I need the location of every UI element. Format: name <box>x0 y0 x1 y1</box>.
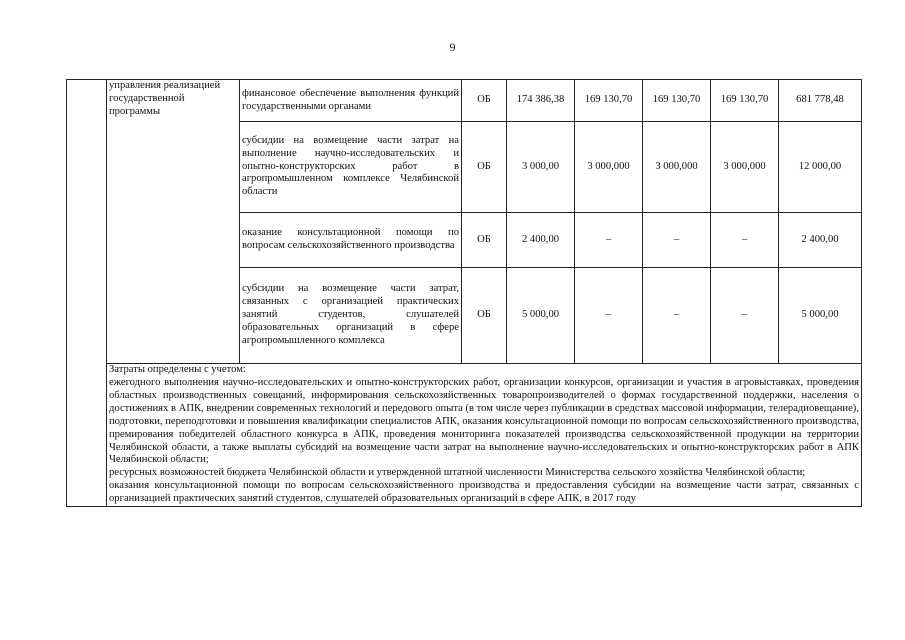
row-value-2: – <box>575 213 643 268</box>
costs-note-paragraph: ежегодного выполнения научно-исследовательских и опытно-конструкторских работ, организации конкурсов, организации и участия в агровыставках, проведения областных производственных совещаний, информирования сельскохозяйственных товаропроизводителей о формах государственной поддержки, населения о достижениях в АПК, внедрении современных технологий и передового опыта (в том числе через публикации в средствах массовой информации, телерадиовещание), подготовки, переподготовки и повышения квалификации специалистов АПК, оказания консультационной помощи по вопросам сельскохозяйственного производства, премирования победителей областного конкурса в АПК, проведения мониторинга показателей производства сельскохозяйственной продукции на территории Челябинской области, а также выплаты субсидий на возмещение части затрат на выполнение научно-исследовательских и опытно-конструкторских работ в АПК Челябинской области; <box>109 376 859 466</box>
row-item-text: субсидии на возмещение части затрат на выполнение научно-исследовательских и опытно-конструкторских работ в агропромышленном комплексе Челябинской области <box>240 122 462 213</box>
costs-note-paragraph: ресурсных возможностей бюджета Челябинской области и утвержденной штатной численности Министерства сельского хозяйства Челябинской области; <box>109 467 806 479</box>
costs-note-cell <box>107 364 862 507</box>
row-value-1: 3 000,00 <box>507 122 575 213</box>
row-total: 5 000,00 <box>779 268 862 364</box>
row-value-2: 3 000,000 <box>575 122 643 213</box>
row-value-4: – <box>711 213 779 268</box>
row-value-3: 3 000,000 <box>643 122 711 213</box>
blank-column-cell <box>67 80 107 507</box>
row-value-3: 169 130,70 <box>643 80 711 122</box>
costs-note-paragraph: оказания консультационной помощи по вопросам сельскохозяйственного производства и предоставления субсидии на возмещение части затрат, связанных с организацией практических занятий студентов, слушателей образовательных организаций в сфере АПК, в 2017 году <box>109 480 859 505</box>
row-value-3: – <box>643 268 711 364</box>
row-total: 2 400,00 <box>779 213 862 268</box>
budget-table <box>66 79 862 507</box>
row-value-1: 174 386,38 <box>507 80 575 122</box>
row-source: ОБ <box>462 268 507 364</box>
row-value-2: 169 130,70 <box>575 80 643 122</box>
program-cell: управления реализацией государственной программы <box>107 80 240 364</box>
row-value-1: 2 400,00 <box>507 213 575 268</box>
row-source: ОБ <box>462 122 507 213</box>
row-item-text: финансовое обеспечение выполнения функций государственными органами <box>240 80 462 122</box>
table-row-note <box>67 364 862 507</box>
row-value-4: 169 130,70 <box>711 80 779 122</box>
row-value-3: – <box>643 213 711 268</box>
row-value-1: 5 000,00 <box>507 268 575 364</box>
row-item-text: оказание консультационной помощи по вопросам сельскохозяйственного производства <box>240 213 462 268</box>
table-row <box>67 80 862 122</box>
costs-note-heading: Затраты определены с учетом: <box>109 364 246 375</box>
row-item-text: субсидии на возмещение части затрат, связанных с организацией практических занятий студентов, слушателей образовательных организаций в сфере агропромышленного комплекса <box>240 268 462 364</box>
row-source: ОБ <box>462 213 507 268</box>
row-value-2: – <box>575 268 643 364</box>
page-number: 9 <box>449 40 456 54</box>
row-source: ОБ <box>462 80 507 122</box>
row-value-4: 3 000,000 <box>711 122 779 213</box>
row-total: 681 778,48 <box>779 80 862 122</box>
row-value-4: – <box>711 268 779 364</box>
row-total: 12 000,00 <box>779 122 862 213</box>
